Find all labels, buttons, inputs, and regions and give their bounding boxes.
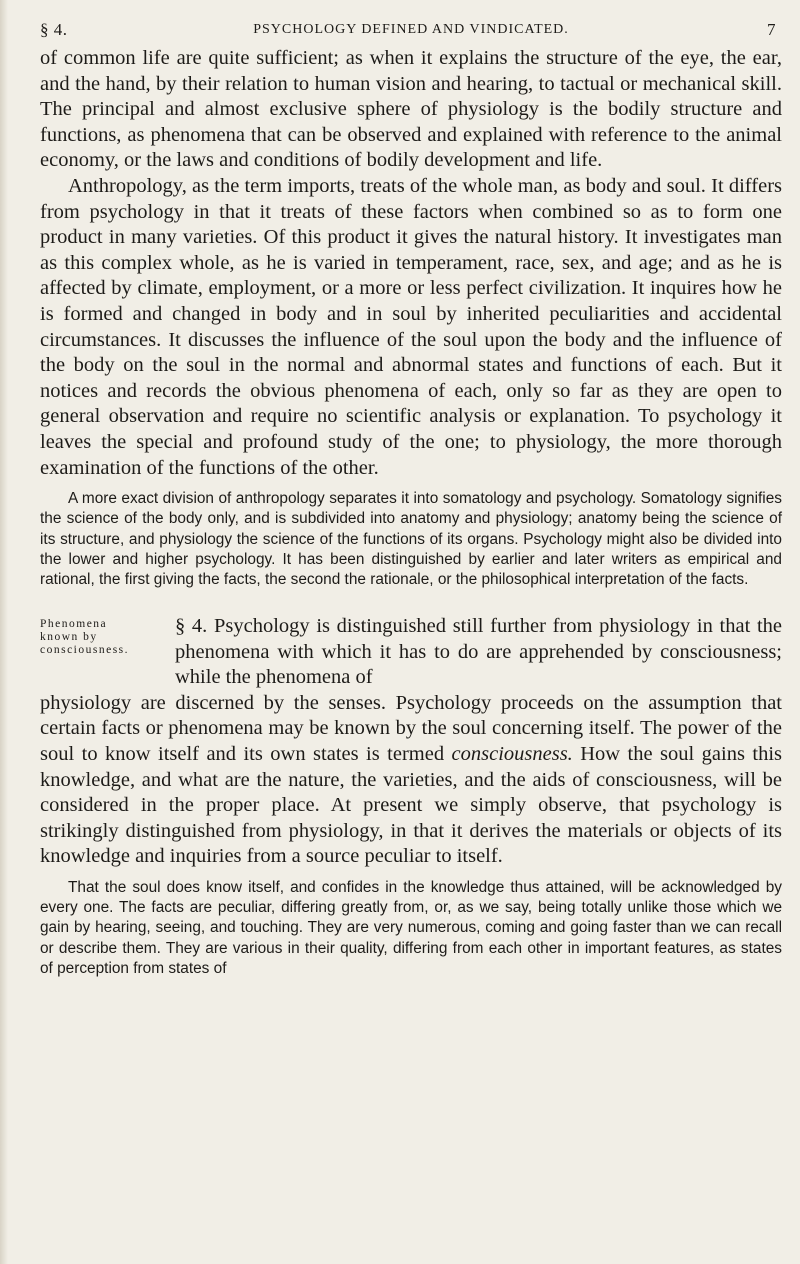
running-title: PSYCHOLOGY DEFINED AND VINDICATED. [253,22,569,37]
section-4 [40,614,782,870]
footnote-division-of-anthropology: A more exact division of anthropology separates it into somatology and psychology. Somatology signifies the science of the body only, and is subdivided into anatomy and physiology; anatomy being the science of its structure, and physiology the science of the functions of its organs. Psychology might also be divided into the lower and higher psychology. It has been distinguished by earlier and later writers as empirical and rational, the first giving the facts, the second the rationale, or the philosophical interpretation of the facts. [40,490,782,588]
book-page [40,14,782,979]
section-4-opening: § 4. Psychology is distinguished still further from physiology in that the phenomena with which it has to do are apprehended by consciousness; while the phenomena of [175,615,782,689]
term-consciousness: consciousness. [451,743,573,766]
section-4-text-b: How the soul gains this knowledge, and what are the nature, the varieties, and the aids of consciousness, will be considered in the proper place. At present we simply observe, that psychology is strikingly distinguished from physiology, in that it derives the materials or objects of its knowledge and inquiries from a source peculiar to itself. [40,743,783,868]
footnote-self-knowledge: That the soul does know itself, and confides in the knowledge thus attained, will be acknowledged by every one. The facts are peculiar, differing greatly from, or, as we say, being totally unlike those which we gain by hearing, seeing, and touching. They are very numerous, coming and going faster than we can recall or describe them. They are various in their quality, differing from each other in important features, as states of perception from states of [40,879,782,977]
section-4-text-a: physiology are discerned by the senses. Psychology proceeds on the assumption that certain facts or phenomena may be known by the soul concerning itself. The power of the soul to know itself and its own states is termed [40,691,782,766]
paragraph-anthropology: Anthropology, as the term imports, treats of the whole man, as body and soul. It differs from psychology in that it treats of these factors when combined so as to form one product in many varieties. Of this product it gives the natural history. It investigates man as this complex whole, as he is varied in temperament, race, sex, and age; and as he is affected by climate, employment, or a more or less perfect civilization. It inquires how he is formed and changed in body and in soul by inherited peculiarities and accidental circumstances. It discusses the influence of the soul upon the body and the influence of the body on the soul in the normal and abnormal states and functions of each. But it notices and records the obvious phenomena of each, only so far as they are open to general observation and require no scientific analysis or explanation. To psychology it leaves the special and profound study of the one; to physiology, the more thorough examination of the functions of the other. [40,174,782,479]
section-marker: § 4. [40,20,68,39]
page-edge-shadow [0,0,8,1264]
paragraph-physiology-sphere: of common life are quite sufficient; as when it explains the structure of the eye, the ear, and the hand, by their relation to human vision and hearing, to tactual or mechanical skill. The principal and almost exclusive sphere of physiology is the bodily structure and functions, as phenomena that can be observed and explained with reference to the animal economy, or the laws and conditions of bodily development and life. [40,47,782,172]
page-number: 7 [767,20,776,39]
margin-note: Phenomena known by consciousness. [40,618,130,657]
section-4-text [40,691,782,870]
running-head [40,14,782,46]
